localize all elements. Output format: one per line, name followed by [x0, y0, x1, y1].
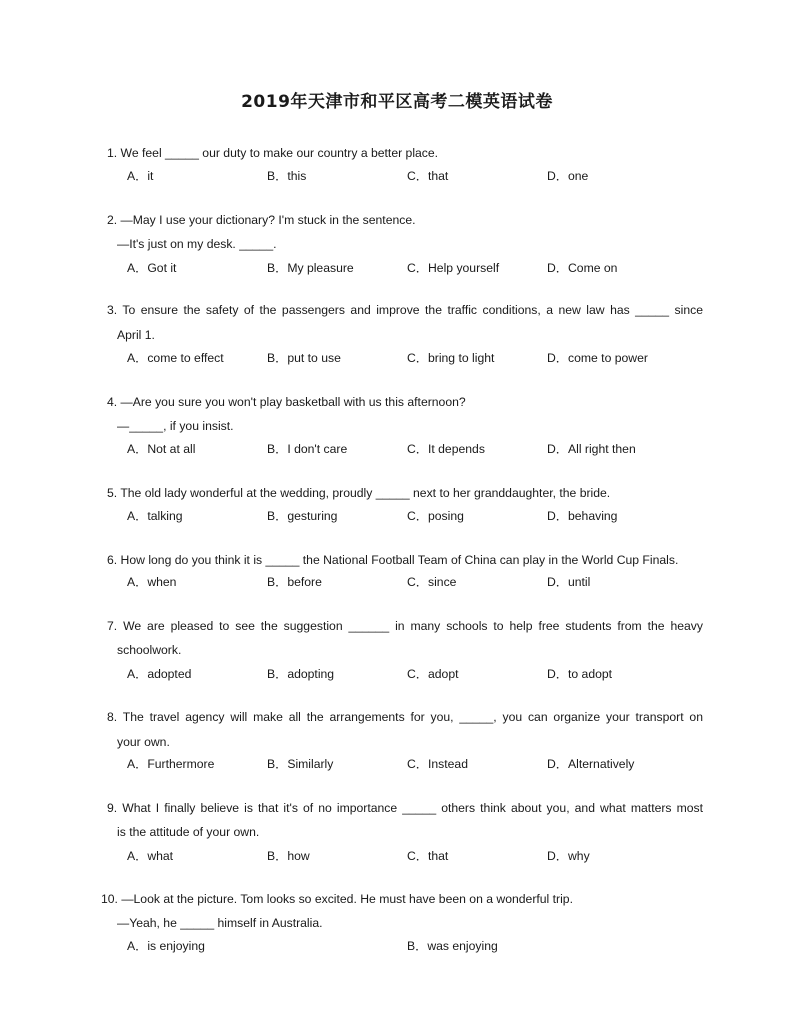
option-a[interactable]: A．it [127, 169, 154, 183]
option-b[interactable]: B．adopting [267, 667, 335, 681]
option-b[interactable]: B．how [267, 849, 310, 863]
question-stem: 8. The travel agency will make all the arrangements for you, _____, you can organize your transport on [107, 710, 703, 724]
question-stem: 5. The old lady wonderful at the wedding, proudly _____ next to her granddaughter, the bride. [107, 486, 611, 500]
question-stem-continued: your own. [117, 735, 170, 749]
option-d[interactable]: D．Alternatively [547, 757, 635, 771]
option-a[interactable]: A．what [127, 849, 174, 863]
option-a[interactable]: A．Not at all [127, 442, 196, 456]
option-a[interactable]: A．come to effect [127, 351, 224, 365]
option-a[interactable]: A．Got it [127, 261, 177, 275]
question-stem-continued: April 1. [117, 328, 155, 342]
option-c[interactable]: C．It depends [407, 442, 485, 456]
question-stem: 3. To ensure the safety of the passengers and improve the traffic conditions, a new law has _____ since [107, 303, 703, 317]
question-stem-continued: —It's just on my desk. _____. [117, 237, 277, 251]
option-d[interactable]: D．why [547, 849, 590, 863]
option-a[interactable]: A．is enjoying [127, 939, 205, 953]
option-d[interactable]: D．to adopt [547, 667, 613, 681]
option-b[interactable]: B．My pleasure [267, 261, 354, 275]
option-b[interactable]: B．before [267, 575, 322, 589]
option-c[interactable]: C．adopt [407, 667, 459, 681]
option-c[interactable]: C．posing [407, 509, 464, 523]
question-stem-continued: —Yeah, he _____ himself in Australia. [117, 916, 323, 930]
option-d[interactable]: D．behaving [547, 509, 618, 523]
option-b[interactable]: B．was enjoying [407, 939, 498, 953]
option-a[interactable]: A．when [127, 575, 177, 589]
question-stem: 4. —Are you sure you won't play basketball with us this afternoon? [107, 395, 466, 409]
option-d[interactable]: D．All right then [547, 442, 636, 456]
question-stem: 6. How long do you think it is _____ the National Football Team of China can play in the World Cup Finals. [107, 553, 679, 567]
option-d[interactable]: D．come to power [547, 351, 648, 365]
option-a[interactable]: A．adopted [127, 667, 192, 681]
option-d[interactable]: D．Come on [547, 261, 618, 275]
question-stem: 9. What I finally believe is that it's of no importance _____ others think about you, and what matters most [107, 801, 703, 815]
option-d[interactable]: D．until [547, 575, 591, 589]
question-stem: 2. —May I use your dictionary? I'm stuck in the sentence. [107, 213, 416, 227]
option-c[interactable]: C．that [407, 849, 449, 863]
option-b[interactable]: B．Similarly [267, 757, 334, 771]
option-b[interactable]: B．put to use [267, 351, 341, 365]
option-b[interactable]: B．gesturing [267, 509, 338, 523]
option-b[interactable]: B．I don't care [267, 442, 348, 456]
question-stem: 7. We are pleased to see the suggestion ______ in many schools to help free students from the heavy [107, 619, 703, 633]
option-c[interactable]: C．bring to light [407, 351, 495, 365]
option-a[interactable]: A．Furthermore [127, 757, 215, 771]
question-stem-continued: is the attitude of your own. [117, 825, 260, 839]
option-c[interactable]: C．Instead [407, 757, 468, 771]
option-c[interactable]: C．that [407, 169, 449, 183]
option-c[interactable]: C．since [407, 575, 457, 589]
question-stem-continued: —_____, if you insist. [117, 419, 234, 433]
option-c[interactable]: C．Help yourself [407, 261, 500, 275]
page-title: 2019年天津市和平区高考二模英语试卷 [241, 92, 553, 112]
option-a[interactable]: A．talking [127, 509, 183, 523]
question-stem: 1. We feel _____ our duty to make our country a better place. [107, 146, 439, 160]
question-stem: 10. —Look at the picture. Tom looks so excited. He must have been on a wonderful trip. [101, 892, 573, 906]
question-stem-continued: schoolwork. [117, 643, 182, 657]
option-d[interactable]: D．one [547, 169, 589, 183]
option-b[interactable]: B．this [267, 169, 307, 183]
